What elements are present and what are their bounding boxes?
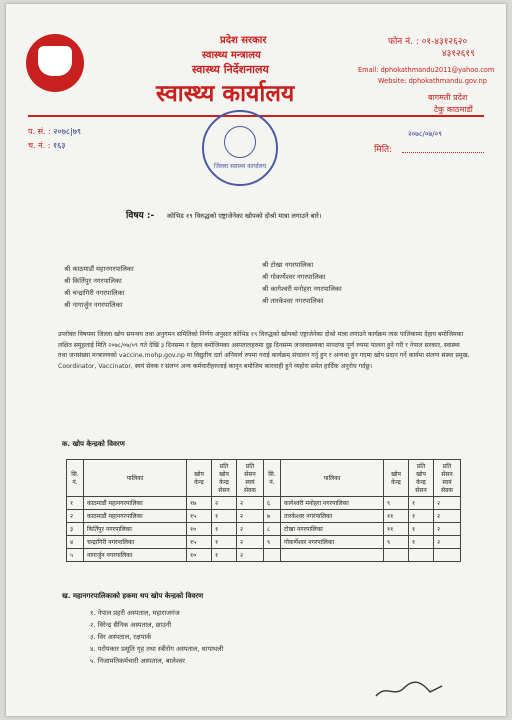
cell: काठमाडौं महानगरपालिका — [84, 497, 187, 510]
col-palika: पालिका — [84, 460, 187, 497]
cell: किर्तिपुर नगरपालिका — [84, 523, 187, 536]
cell — [281, 549, 384, 562]
stamp-emblem-icon — [224, 126, 256, 158]
cell: काठमाडौं महानगरपालिका — [84, 510, 187, 523]
addressee-right-1: श्री टोखा नगरपालिका — [262, 261, 314, 269]
addressee-right-2: श्री गोकर्णेश्वर नगरपालिका — [262, 273, 326, 281]
website-row — [378, 77, 487, 85]
cell: १ — [409, 536, 434, 549]
addressee-left-3: श्री चन्द्रागिरी नगरपालिका — [64, 289, 125, 297]
ministry-name: स्वास्थ्य मन्त्रालय — [202, 50, 261, 61]
cell: १० — [187, 549, 212, 562]
table-row — [67, 549, 461, 562]
cell: १ — [67, 497, 84, 510]
cell: गोकर्णेश्वर नगरपालिका — [281, 536, 384, 549]
office-stamp — [202, 110, 278, 186]
cell: २ — [212, 497, 237, 510]
cell: १५ — [187, 510, 212, 523]
addressee-left-1: श्री काठमाडौं महानगरपालिका — [64, 265, 134, 273]
hospital-item-1: १. नेपाल प्रहरी अस्पताल, महाराजगंज — [90, 609, 180, 617]
table-row — [67, 523, 461, 536]
gov-name: प्रदेश सरकार — [220, 35, 267, 46]
cell: ३ — [67, 523, 84, 536]
cell — [264, 549, 281, 562]
email-label: Email: — [358, 66, 379, 74]
website-value: dphokathmandu.gov.np — [408, 77, 487, 85]
cell: १५ — [187, 536, 212, 549]
cell: टोखा नगरपालिका — [281, 523, 384, 536]
cell: १ — [409, 497, 434, 510]
cell: २ — [434, 523, 461, 536]
section-kha-heading: ख. महानगरपालिकाको हकमा थप खोप केन्द्रको विवरण — [62, 592, 204, 600]
table-header-row — [67, 460, 461, 497]
cell: २ — [237, 497, 264, 510]
cell: २ — [237, 549, 264, 562]
cell: ९ — [384, 536, 409, 549]
subject-text: कोभिड १९ विरुद्धको एष्ट्राजेनेका खोपको दोश्रो मात्रा लगाउने बारे। — [167, 212, 322, 220]
cell: १ — [212, 536, 237, 549]
addressee-left-2: श्री किर्तिपुर नगरपालिका — [64, 277, 122, 285]
cell — [384, 549, 409, 562]
cell: २ — [237, 523, 264, 536]
addressee-left-4: श्री नागार्जुन नगरपालिका — [64, 301, 123, 309]
cell: ६ — [264, 497, 281, 510]
col-palika-2: पालिका — [281, 460, 384, 497]
cn-row: च. नं. : १६३ — [28, 141, 66, 150]
cell: ९ — [384, 497, 409, 510]
signature — [374, 680, 444, 700]
col-session-2: प्रति खोप केन्द्र सेसन — [409, 460, 434, 497]
cell: २ — [434, 510, 461, 523]
cell: २ — [434, 536, 461, 549]
vaccine-centre-table — [66, 459, 461, 562]
date-underline — [402, 152, 484, 153]
phone-2: ४३१२६१९ — [442, 49, 475, 59]
cell: ११ — [384, 510, 409, 523]
col-volunteer-2: प्रति सेसन स्वयं सेवक — [434, 460, 461, 497]
cell: कागेश्वरी मनोहरा नगरपालिका — [281, 497, 384, 510]
col-volunteer: प्रति सेसन स्वयं सेवक — [237, 460, 264, 497]
date-value: २०७८/०७/०९ — [408, 130, 442, 138]
cell — [434, 549, 461, 562]
phone-row: फोन नं. : ०१-४३१२६२० — [388, 37, 468, 47]
date-label: मिति: — [374, 145, 393, 155]
subject — [126, 208, 321, 221]
location: टेकु काठमाडौं — [434, 105, 473, 114]
province: बागमती प्रदेश — [428, 93, 468, 102]
section-ka-heading: क. खोप केन्द्रको विवरण — [62, 440, 125, 448]
email-row — [358, 66, 494, 74]
hospital-item-2: २. विरेन्द्र सैनिक अस्पताल, छाउनी — [90, 621, 172, 629]
table-row — [67, 497, 461, 510]
cell: २ — [237, 510, 264, 523]
col-session: प्रति खोप केन्द्र सेसन — [212, 460, 237, 497]
ps-label: प. सं. — [28, 127, 46, 136]
cn-label: च. नं. — [28, 141, 46, 150]
body-paragraph: उपरोक्त विषयमा जिल्ला खोप समन्वय तथा अनुगमन समितिको निर्णय अनुसार कोभिड १९ विरुद्धको खोपको एष्ट्राजेनेका दोश्रो मात्रा लगाउने कार्यक्रम त्यस पालिकामा देहाय बमोजिमका लक्षित समूहलाई मिति २०७८/०७/०९ गते देखि ३ दिनसम्म र देहाय बमोजिमका अस्पतालहरुमा दुइ दिनसम्म जनस्वास्थ्यका मापदण्ड पूर्ण रुपमा पालना हुने गरी र नेपाल सरकार, स्वास्थ्य तथा जनसंख्या मन्त्रालयको vaccine.mohp.gov.np मा विद्युतीय दर्ता अनिवार्य रुपमा गराई कार्यक्रम संचालन गर्नु हुन र अन्यथा हुन गएमा खोप प्रदान गर्ने कार्यमा संलग्न संस्था प्रमुख, Coordinator, Vaccinator, स्वयं सेवक र संलग्न अन्य कर्मचारीहरुलाई कानुन बमोजिम कारवाही हुने व्यहोरा समेत हार्दिक अनुरोध गर्दछु। — [58, 331, 470, 371]
phone-1: ०१-४३१२६२० — [421, 37, 468, 47]
col-centre-2: खोप केन्द्र — [384, 460, 409, 497]
phone-label: फोन नं. — [388, 37, 413, 47]
cell: २ — [67, 510, 84, 523]
cell: ५ — [67, 549, 84, 562]
nepal-emblem-icon — [26, 34, 84, 92]
cell: ७ — [264, 510, 281, 523]
subject-label: विषय :- — [126, 211, 155, 221]
stamp-text: जिल्ला स्वास्थ्य कार्यालय — [213, 163, 267, 170]
cell: १७ — [187, 497, 212, 510]
hospital-item-3: ३. विर अस्पताल, रक्षपार्क — [90, 633, 152, 641]
letter-page — [6, 4, 506, 716]
cell: १० — [187, 523, 212, 536]
ps-row: प. सं. : २०७८|७९ — [28, 127, 82, 136]
cell: चन्द्रागिरी नगरपालिका — [84, 536, 187, 549]
col-sn: सि. नं. — [67, 460, 84, 497]
cell: ११ — [384, 523, 409, 536]
addressee-right-4: श्री तारकेश्वर नगरपालिका — [262, 297, 324, 305]
cn-value: १६३ — [52, 141, 66, 150]
cell: नागार्जुन नगरपालिका — [84, 549, 187, 562]
addressee-right-3: श्री कागेश्वरी मनोहरा नगरपालिका — [262, 285, 342, 293]
table-row — [67, 536, 461, 549]
cell: २ — [237, 536, 264, 549]
website-label: Website: — [378, 77, 407, 85]
cell: तारकेश्वर नगरपालिका — [281, 510, 384, 523]
col-sn-2: सि. नं. — [264, 460, 281, 497]
table-row — [67, 510, 461, 523]
hospital-item-5: ५. निजामतिकर्मचारी अस्पताल, बालेश्वर — [90, 657, 185, 665]
hospital-item-4: ४. परोपकार प्रसूति गृह तथा स्त्रीरोग अस्पताल, थापाथली — [90, 645, 224, 653]
cell — [409, 549, 434, 562]
cell: १ — [409, 523, 434, 536]
ps-value: २०७८|७९ — [53, 127, 82, 136]
cell: १ — [212, 523, 237, 536]
cell: ४ — [67, 536, 84, 549]
directorate-name: स्वास्थ्य निर्देशनालय — [192, 63, 269, 76]
cell: २ — [434, 497, 461, 510]
cell: १ — [212, 510, 237, 523]
cell: ९ — [264, 536, 281, 549]
email-value: dphokathmandu2011@yahoo.com — [380, 66, 495, 74]
cell: ८ — [264, 523, 281, 536]
cell: १ — [409, 510, 434, 523]
office-name: स्वास्थ्य कार्यालय — [156, 81, 295, 107]
col-centre: खोप केन्द्र — [187, 460, 212, 497]
cell: १ — [212, 549, 237, 562]
